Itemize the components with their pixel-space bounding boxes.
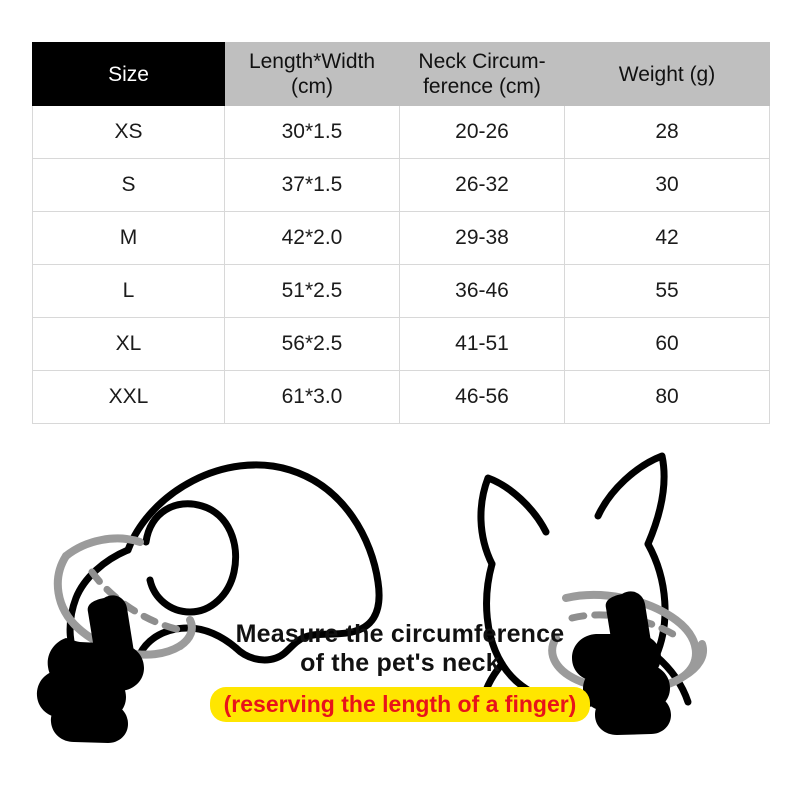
table-row <box>33 265 770 318</box>
cell-neck: 36-46 <box>400 265 565 318</box>
column-header-length-width-line1: Length*Width <box>248 50 376 73</box>
caption-line-1: Measure the circumference <box>235 620 565 648</box>
column-header-neck-line2: ference (cm) <box>423 75 541 98</box>
size-table-container <box>32 42 769 424</box>
table-row <box>33 212 770 265</box>
table-body <box>33 106 770 424</box>
cell-neck: 41-51 <box>400 318 565 371</box>
cell-size: M <box>33 212 225 265</box>
cell-weight: 80 <box>565 371 770 424</box>
cell-length-width: 30*1.5 <box>225 106 400 159</box>
table-header-row <box>33 43 770 106</box>
caption-highlight: (reserving the length of a finger) <box>210 687 591 722</box>
cell-weight: 42 <box>565 212 770 265</box>
cell-neck: 46-56 <box>400 371 565 424</box>
cell-length-width: 42*2.0 <box>225 212 400 265</box>
cell-neck: 20-26 <box>400 106 565 159</box>
cell-length-width: 37*1.5 <box>225 159 400 212</box>
column-header-neck-circumference <box>400 43 565 106</box>
cell-neck: 29-38 <box>400 212 565 265</box>
column-header-weight <box>565 43 770 106</box>
table-row <box>33 106 770 159</box>
cell-weight: 28 <box>565 106 770 159</box>
column-header-size <box>33 43 225 106</box>
cell-length-width: 56*2.5 <box>225 318 400 371</box>
size-table <box>32 42 770 424</box>
cell-size: XXL <box>33 371 225 424</box>
cell-weight: 60 <box>565 318 770 371</box>
cell-length-width: 61*3.0 <box>225 371 400 424</box>
cell-size: L <box>33 265 225 318</box>
column-header-length-width-line2: (cm) <box>291 75 333 98</box>
cell-size: XS <box>33 106 225 159</box>
cell-neck: 26-32 <box>400 159 565 212</box>
table-row <box>33 159 770 212</box>
cell-weight: 30 <box>565 159 770 212</box>
table-header <box>33 43 770 106</box>
cell-size: S <box>33 159 225 212</box>
column-header-neck-line1: Neck Circum- <box>418 50 546 73</box>
finger-icon-left <box>37 595 144 743</box>
illustration-svg <box>0 432 800 800</box>
cell-size: XL <box>33 318 225 371</box>
measurement-illustration <box>0 432 800 800</box>
column-header-weight-label: Weight (g) <box>618 62 716 86</box>
column-header-length-width <box>225 43 400 106</box>
cell-length-width: 51*2.5 <box>225 265 400 318</box>
finger-icon-right <box>572 591 671 735</box>
caption-line-2: of the pet's neck <box>300 649 500 677</box>
column-header-size-label: Size <box>108 62 149 86</box>
table-row <box>33 371 770 424</box>
table-row <box>33 318 770 371</box>
cell-weight: 55 <box>565 265 770 318</box>
